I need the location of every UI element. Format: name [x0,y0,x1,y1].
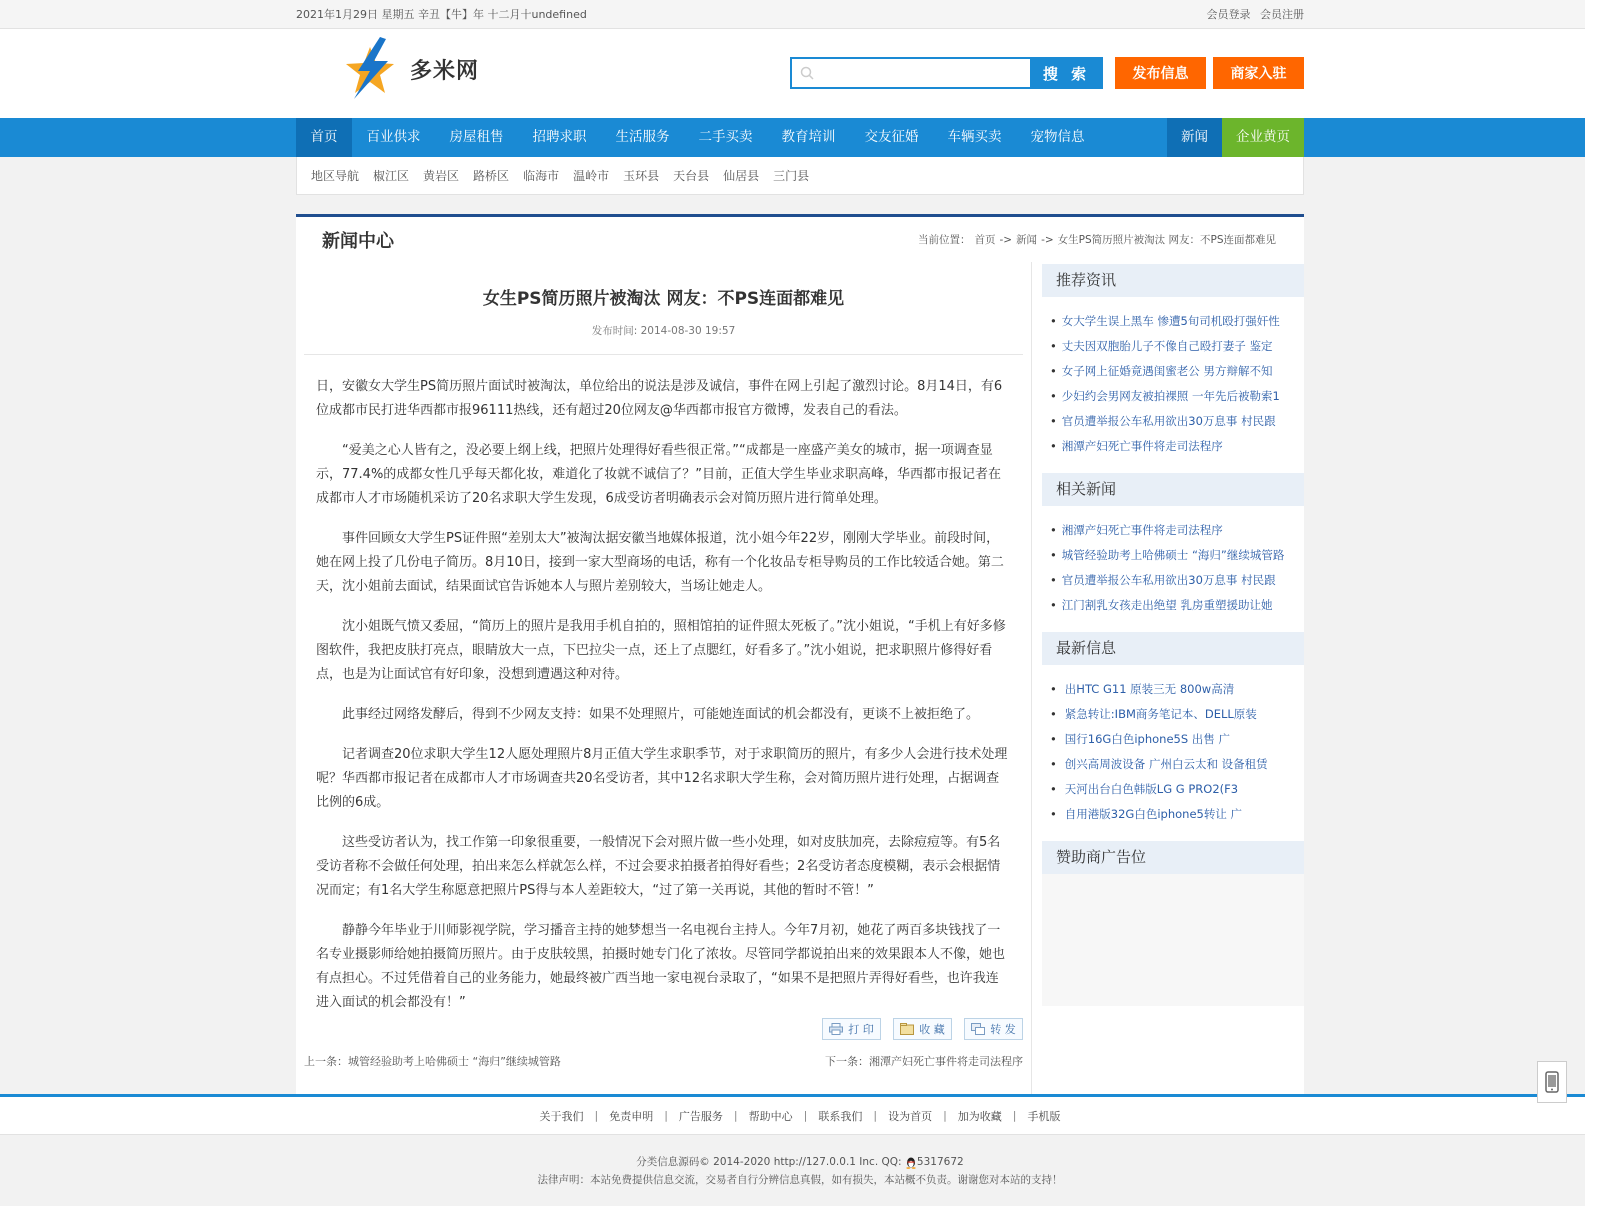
list-item[interactable]: • 出HTC G11 原装三无 800w高清 [1050,682,1235,696]
breadcrumb-home[interactable]: 首页 [974,234,996,246]
nav-item-dating[interactable]: 交友征婚 [864,129,919,145]
article-title: 女生PS简历照片被淘汰 网友：不PS连面都难见 [482,289,845,309]
area-link[interactable]: 温岭市 [573,169,610,183]
search-icon [800,66,814,80]
date-text: 2021年1月29日 星期五 辛丑【牛】年 十二月十undefined [296,8,587,21]
related-box [1042,473,1304,624]
share-icon [971,1023,985,1035]
search-button[interactable]: 搜 索 [1030,57,1103,89]
article-paragraph: 记者调查20位求职大学生12人愿处理照片8月正值大学生求职季节，对于求职简历的照片，有多少人会进行技术处理呢？华西都市报记者在成都市人才市场调查共20名受访者，其中12名求职大学生称，会对简历照片进行处理，占据调查比例的6成。 [316,747,1008,810]
mobile-float-button[interactable] [1537,1061,1567,1103]
mobile-phone-icon [1545,1071,1559,1093]
article-body [304,355,1023,1015]
list-item[interactable]: • 创兴高周波设备 广州白云太和 设备租赁 [1050,757,1268,771]
recommended-title: 推荐资讯 [1042,264,1304,297]
article [296,262,1032,1094]
list-item[interactable]: • 官员遭举报公车私用欲出30万息事 村民跟 [1050,573,1276,587]
nav-item-secondhand[interactable]: 二手买卖 [698,129,753,145]
area-link[interactable]: 天台县 [673,169,710,183]
footer-link-homepage[interactable]: 设为首页 [888,1109,933,1123]
search-bar [790,57,1103,89]
content-area [296,262,1304,1094]
share-button[interactable] [964,1018,1023,1040]
register-link[interactable]: 会员注册 [1260,8,1304,21]
area-link[interactable]: 路桥区 [473,169,510,183]
nav-item-supply[interactable]: 百业供求 [366,129,421,145]
nav-item-yellow-pages[interactable]: 企业黄页 [1222,118,1304,157]
qq-number: 5317672 [916,1156,964,1168]
list-item[interactable]: • 女大学生误上黑车 惨遭5旬司机殴打强奸性 [1050,314,1280,328]
footer-link-mobile[interactable]: 手机版 [1027,1109,1061,1123]
next-article-link[interactable]: 湘潭产妇死亡事件将走司法程序 [869,1055,1023,1068]
latest-title: 最新信息 [1042,632,1304,665]
area-link[interactable]: 三门县 [773,169,810,183]
favorite-button[interactable] [893,1018,952,1040]
list-item[interactable]: • 丈夫因双胞胎儿子不像自己殴打妻子 鉴定 [1050,339,1273,353]
nav-item-housing[interactable]: 房屋租售 [449,129,504,145]
breadcrumb [916,232,1278,247]
printer-icon [829,1023,843,1035]
nav-item-education[interactable]: 教育培训 [781,129,836,145]
list-item[interactable]: • 天河出台白色韩版LG G PRO2(F3 [1050,782,1239,796]
footer-info [0,1134,1600,1189]
nav-item-news[interactable]: 新闻 [1167,118,1222,157]
footer-link-ads[interactable]: 广告服务 [678,1109,723,1123]
article-paragraph: 这些受访者认为，找工作第一印象很重要，一般情况下会对照片做一些小处理，如对皮肤加亮，去除痘痘等。有5名受访者称不会做任何处理，拍出来怎么样就怎么样，不过会要求拍摄者拍得好看些；2名受访者态度模糊，表示会根据情况而定；有1名大学生称愿意把照片PS得与本人差距较大，“过了第一关再说，其他的暂时不管！” [316,835,1001,898]
footer-link-bookmark[interactable]: 加为收藏 [957,1109,1002,1123]
ad-placeholder [1042,874,1304,1006]
footer-link-contact[interactable]: 联系我们 [818,1109,863,1123]
logo-text: 多米网 [410,58,480,84]
article-tools [810,1018,1023,1040]
area-nav-label[interactable]: 地区导航 [311,169,360,183]
article-paragraph: 此事经过网络发酵后，得到不少网友支持：如果不处理照片，可能她连面试的机会都没有，更谈不上被拒绝了。 [342,707,980,722]
copyright [0,1153,1600,1171]
sponsor-box [1042,841,1304,1006]
print-button[interactable] [822,1018,881,1040]
area-link[interactable]: 仙居县 [723,169,760,183]
breadcrumb-label: 当前位置： [917,234,971,246]
star-logo-icon [336,37,404,101]
prev-article-link[interactable]: 城管经验助考上哈佛硕士 “海归”继续城管路 [348,1055,561,1068]
nav-item-pets[interactable]: 宠物信息 [1030,129,1085,145]
site-logo[interactable] [336,37,479,101]
article-paragraph: 事件回顾女大学生PS证件照“差别太大”被淘汰据安徽当地媒体报道，沈小姐今年22岁，刚刚大学毕业。前段时间，她在网上投了几份电子简历。8月10日，接到一家大型商场的电话，称有一个化妆品专柜导购员的工作比较适合她。第二天，沈小姐前去面试，结果面试官告诉她本人与照片差别较大，当场让她走人。 [316,531,1004,594]
article-paragraph: “爱美之心人皆有之，没必要上纲上线，把照片处理得好看些很正常。”“成都是一座盛产美女的城市，据一项调查显示，77.4%的成都女性几乎每天都化妆，难道化了妆就不诚信了？”目前，正值大学生毕业求职高峰，华西都市报记者在成都市人才市场随机采访了20名求职大学生发现，6成受访者明确表示会对简历照片进行简单处理。 [316,443,1002,506]
nav-item-life[interactable]: 生活服务 [615,129,670,145]
share-label: 转 发 [990,1023,1016,1036]
next-label: 下一条： [825,1055,869,1068]
login-link[interactable]: 会员登录 [1206,8,1251,21]
next-article [825,1053,1023,1069]
latest-box [1042,632,1304,833]
list-item[interactable]: • 江门割乳女孩走出绝望 乳房重塑援助让她 [1050,598,1273,612]
list-item[interactable]: • 少妇约会男网友被拍裸照 一年先后被勒索1 [1050,389,1280,403]
list-item[interactable]: • 女子网上征婚竟遇闺蜜老公 男方辩解不知 [1050,364,1273,378]
recommended-box [1042,264,1304,465]
list-item[interactable]: • 城管经验助考上哈佛硕士 “海归”继续城管路 [1050,548,1285,562]
main-nav [0,118,1600,157]
list-item[interactable]: • 紧急转让:IBM商务笔记本、DELL原装 [1050,707,1257,721]
search-box [790,57,1030,89]
search-input[interactable] [818,60,1030,86]
area-link[interactable]: 椒江区 [373,169,410,183]
page-title: 新闻中心 [322,230,394,252]
list-item[interactable]: • 官员遭举报公车私用欲出30万息事 村民跟 [1050,414,1276,428]
list-item[interactable]: • 自用港版32G白色iphone5转让 广 [1050,807,1242,821]
list-item[interactable]: • 湘潭产妇死亡事件将走司法程序 [1050,439,1223,453]
prev-label: 上一条： [304,1055,348,1068]
sidebar [1042,262,1304,1094]
merchant-join-button[interactable]: 商家入驻 [1213,57,1304,89]
breadcrumb-arrow: -> [1041,234,1054,246]
footer-link-disclaimer[interactable]: 免责申明 [609,1109,654,1123]
header [0,29,1600,118]
publish-info-button[interactable]: 发布信息 [1115,57,1206,89]
favorite-label: 收 藏 [919,1023,945,1036]
article-paragraph: 静静今年毕业于川师影视学院，学习播音主持的她梦想当一名电视台主持人。今年7月初，她花了两百多块钱找了一名专业摄影师给她拍摄简历照片。由于皮肤较黑，拍摄时她专门化了浓妆。尽管同学都说拍出来的效果跟本人不像，她也有点担心。不过凭借着自己的业务能力，她最终被广西当地一家电视台录取了，“如果不是把照片弄得好看些，也许我连进入面试的机会都没有！” [316,923,1006,1010]
news-center-header [296,214,1304,262]
nav-item-vehicles[interactable]: 车辆买卖 [947,129,1002,145]
print-label: 打 印 [848,1023,874,1036]
area-link[interactable]: 黄岩区 [423,169,460,183]
scrollbar[interactable] [1585,0,1600,1206]
area-link[interactable]: 玉环县 [623,169,660,183]
article-paragraph: 沈小姐既气愤又委屈，“简历上的照片是我用手机自拍的，照相馆拍的证件照太死板了。”沈小姐说，“手机上有好多修图软件，我把皮肤打亮点，眼睛放大一点，下巴拉尖一点，还上了点腮红，好看多了。”沈小姐说，把求职照片修得好看点，也是为让面试官有好印象，没想到遭遇这种对待。 [316,619,1006,682]
sponsor-title: 赞助商广告位 [1042,841,1304,874]
breadcrumb-arrow: -> [999,234,1013,246]
footer-link-about[interactable]: 关于我们 [539,1109,584,1123]
top-bar [0,0,1600,29]
folder-icon [900,1023,914,1035]
qq-penguin-icon [905,1156,917,1169]
footer-link-help[interactable]: 帮助中心 [748,1109,793,1123]
breadcrumb-current: 女生PS简历照片被淘汰 网友：不PS连面都难见 [1057,234,1276,246]
area-nav [296,157,1304,195]
list-item[interactable]: • 湘潭产妇死亡事件将走司法程序 [1050,523,1223,537]
copyright-text: 分类信息源码© 2014-2020 http://127.0.0.1 Inc. QQ: [636,1156,902,1168]
footer-links: 关于我们 | 免责申明 | 广告服务 | 帮助中心 | 联系我们 | 设为首页 | 加为收藏 | 手机版 [0,1094,1600,1134]
prev-article [304,1053,561,1069]
prev-next-nav [304,1053,1023,1069]
article-date: 发布时间: 2014-08-30 19:57 [591,325,736,337]
nav-right [1167,118,1304,157]
breadcrumb-news[interactable]: 新闻 [1016,234,1038,246]
area-link[interactable]: 临海市 [523,169,560,183]
member-links [1201,6,1305,22]
list-item[interactable]: • 国行16G白色iphone5S 出售 广 [1050,732,1230,746]
nav-item-jobs[interactable]: 招聘求职 [532,129,587,145]
legal-notice: 法律声明：本站免费提供信息交流，交易者自行分辨信息真假，如有损失，本站概不负责。谢谢您对本站的支持！ [537,1174,1063,1186]
nav-item-home[interactable]: 首页 [296,118,352,157]
related-title: 相关新闻 [1042,473,1304,506]
article-paragraph: 日，安徽女大学生PS简历照片面试时被淘汰，单位给出的说法是涉及诚信，事件在网上引起了激烈讨论。8月14日，有6位成都市民打进华西都市报96111热线，还有超过20位网友@华西都市报官方微博，发表自己的看法。 [316,379,1003,418]
